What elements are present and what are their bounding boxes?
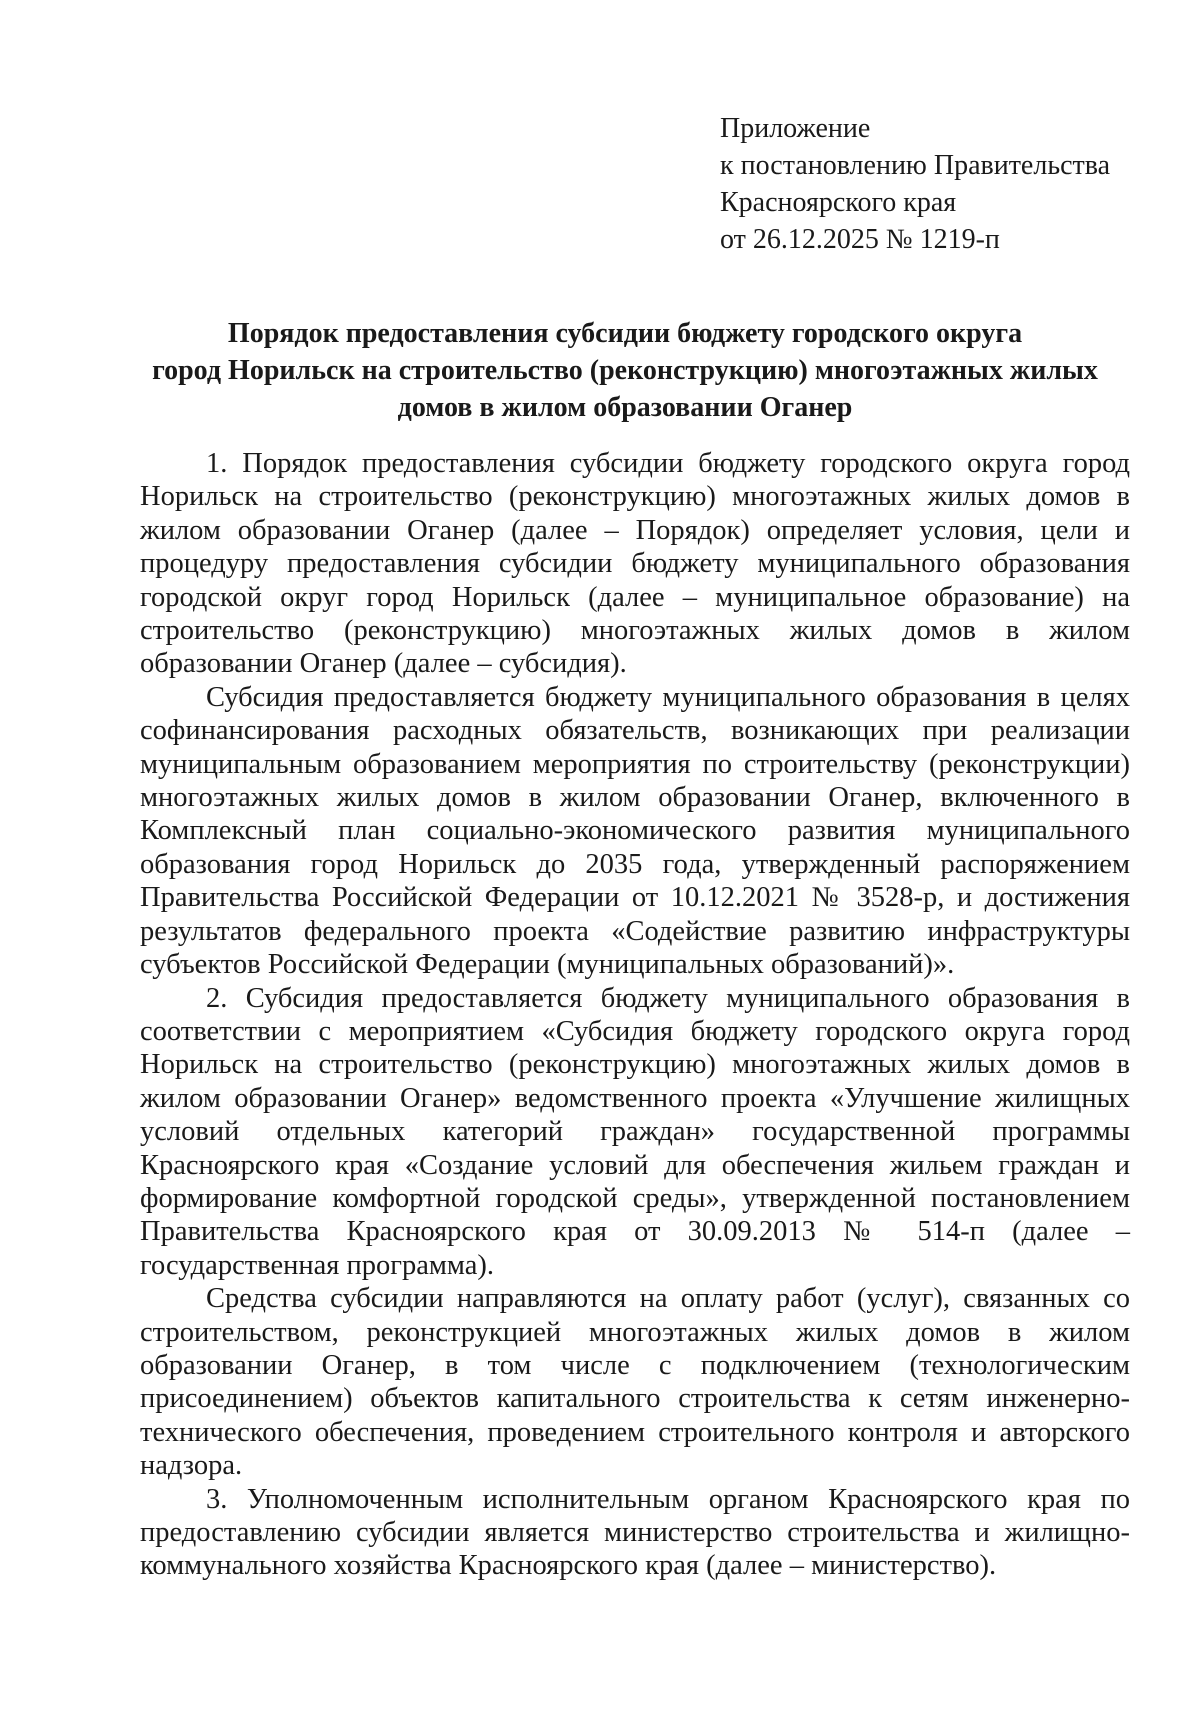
paragraph-2-funds-use: Средства субсидии направляются на оплату работ (услуг), связанных со строительством, реконструкцией многоэтажных жилых домов в жилом образовании Оганер, в том числе с подключением (технологическим присоединением) объектов капитального строительства к сетям инженерно-технического обеспечения, проведением строительного контроля и авторского надзора. [140, 1283, 1130, 1482]
paragraph-3: 3. Уполномоченным исполнительным органом Красноярского края по предоставлению субсидии является министерство строительства и жилищно-коммунального хозяйства Красноярского края (далее – министерство). [140, 1483, 1130, 1582]
appendix-line: Приложение [720, 113, 871, 144]
title-line: домов в жилом образовании Оганер [397, 392, 853, 423]
appendix-line: Красноярского края [720, 187, 957, 218]
appendix-block [720, 110, 1110, 258]
title-line: город Норильск на строительство (реконструкцию) многоэтажных жилых [152, 355, 1098, 386]
appendix-line: к постановлению Правительства [720, 150, 1111, 181]
appendix-date-number: от 26.12.2025 № 1219-п [720, 224, 1000, 255]
document-body [140, 447, 1130, 1583]
document-title [130, 315, 1120, 426]
paragraph-1-subsidy-purpose: Субсидия предоставляется бюджету муниципального образования в целях софинансирования расходных обязательств, возникающих при реализации муниципальным образованием мероприятия по строительству (реконструкции) многоэтажных жилых домов в жилом образовании Оганер, включенного в Комплексный план социально-экономического развития муниципального образования город Норильск до 2035 года, утвержденный распоряжением Правительства Российской Федерации от 10.12.2021 № 3528-р, и достижения результатов федерального проекта «Содействие развитию инфраструктуры субъектов Российской Федерации (муниципальных образований)». [140, 681, 1130, 981]
paragraph-1: 1. Порядок предоставления субсидии бюджету городского округа город Норильск на строительство (реконструкцию) многоэтажных жилых домов в жилом образовании Оганер (далее – Порядок) определяет условия, цели и процедуру предоставления субсидии бюджету муниципального образования городской округ город Норильск (далее – муниципальное образование) на строительство (реконструкцию) многоэтажных жилых домов в жилом образовании Оганер (далее – субсидия). [140, 448, 1130, 680]
paragraph-2: 2. Субсидия предоставляется бюджету муниципального образования в соответствии с мероприятием «Субсидия бюджету городского округа город Норильск на строительство (реконструкцию) многоэтажных жилых домов в жилом образовании Оганер» ведомственного проекта «Улучшение жилищных условий отдельных категорий граждан» государственной программы Красноярского края «Создание условий для обеспечения жильем граждан и формирование комфортной городской среды», утвержденной постановлением Правительства Красноярского края от 30.09.2013 № 514-п (далее – государственная программа). [140, 982, 1130, 1281]
title-line: Порядок предоставления субсидии бюджету городского округа [227, 318, 1023, 349]
